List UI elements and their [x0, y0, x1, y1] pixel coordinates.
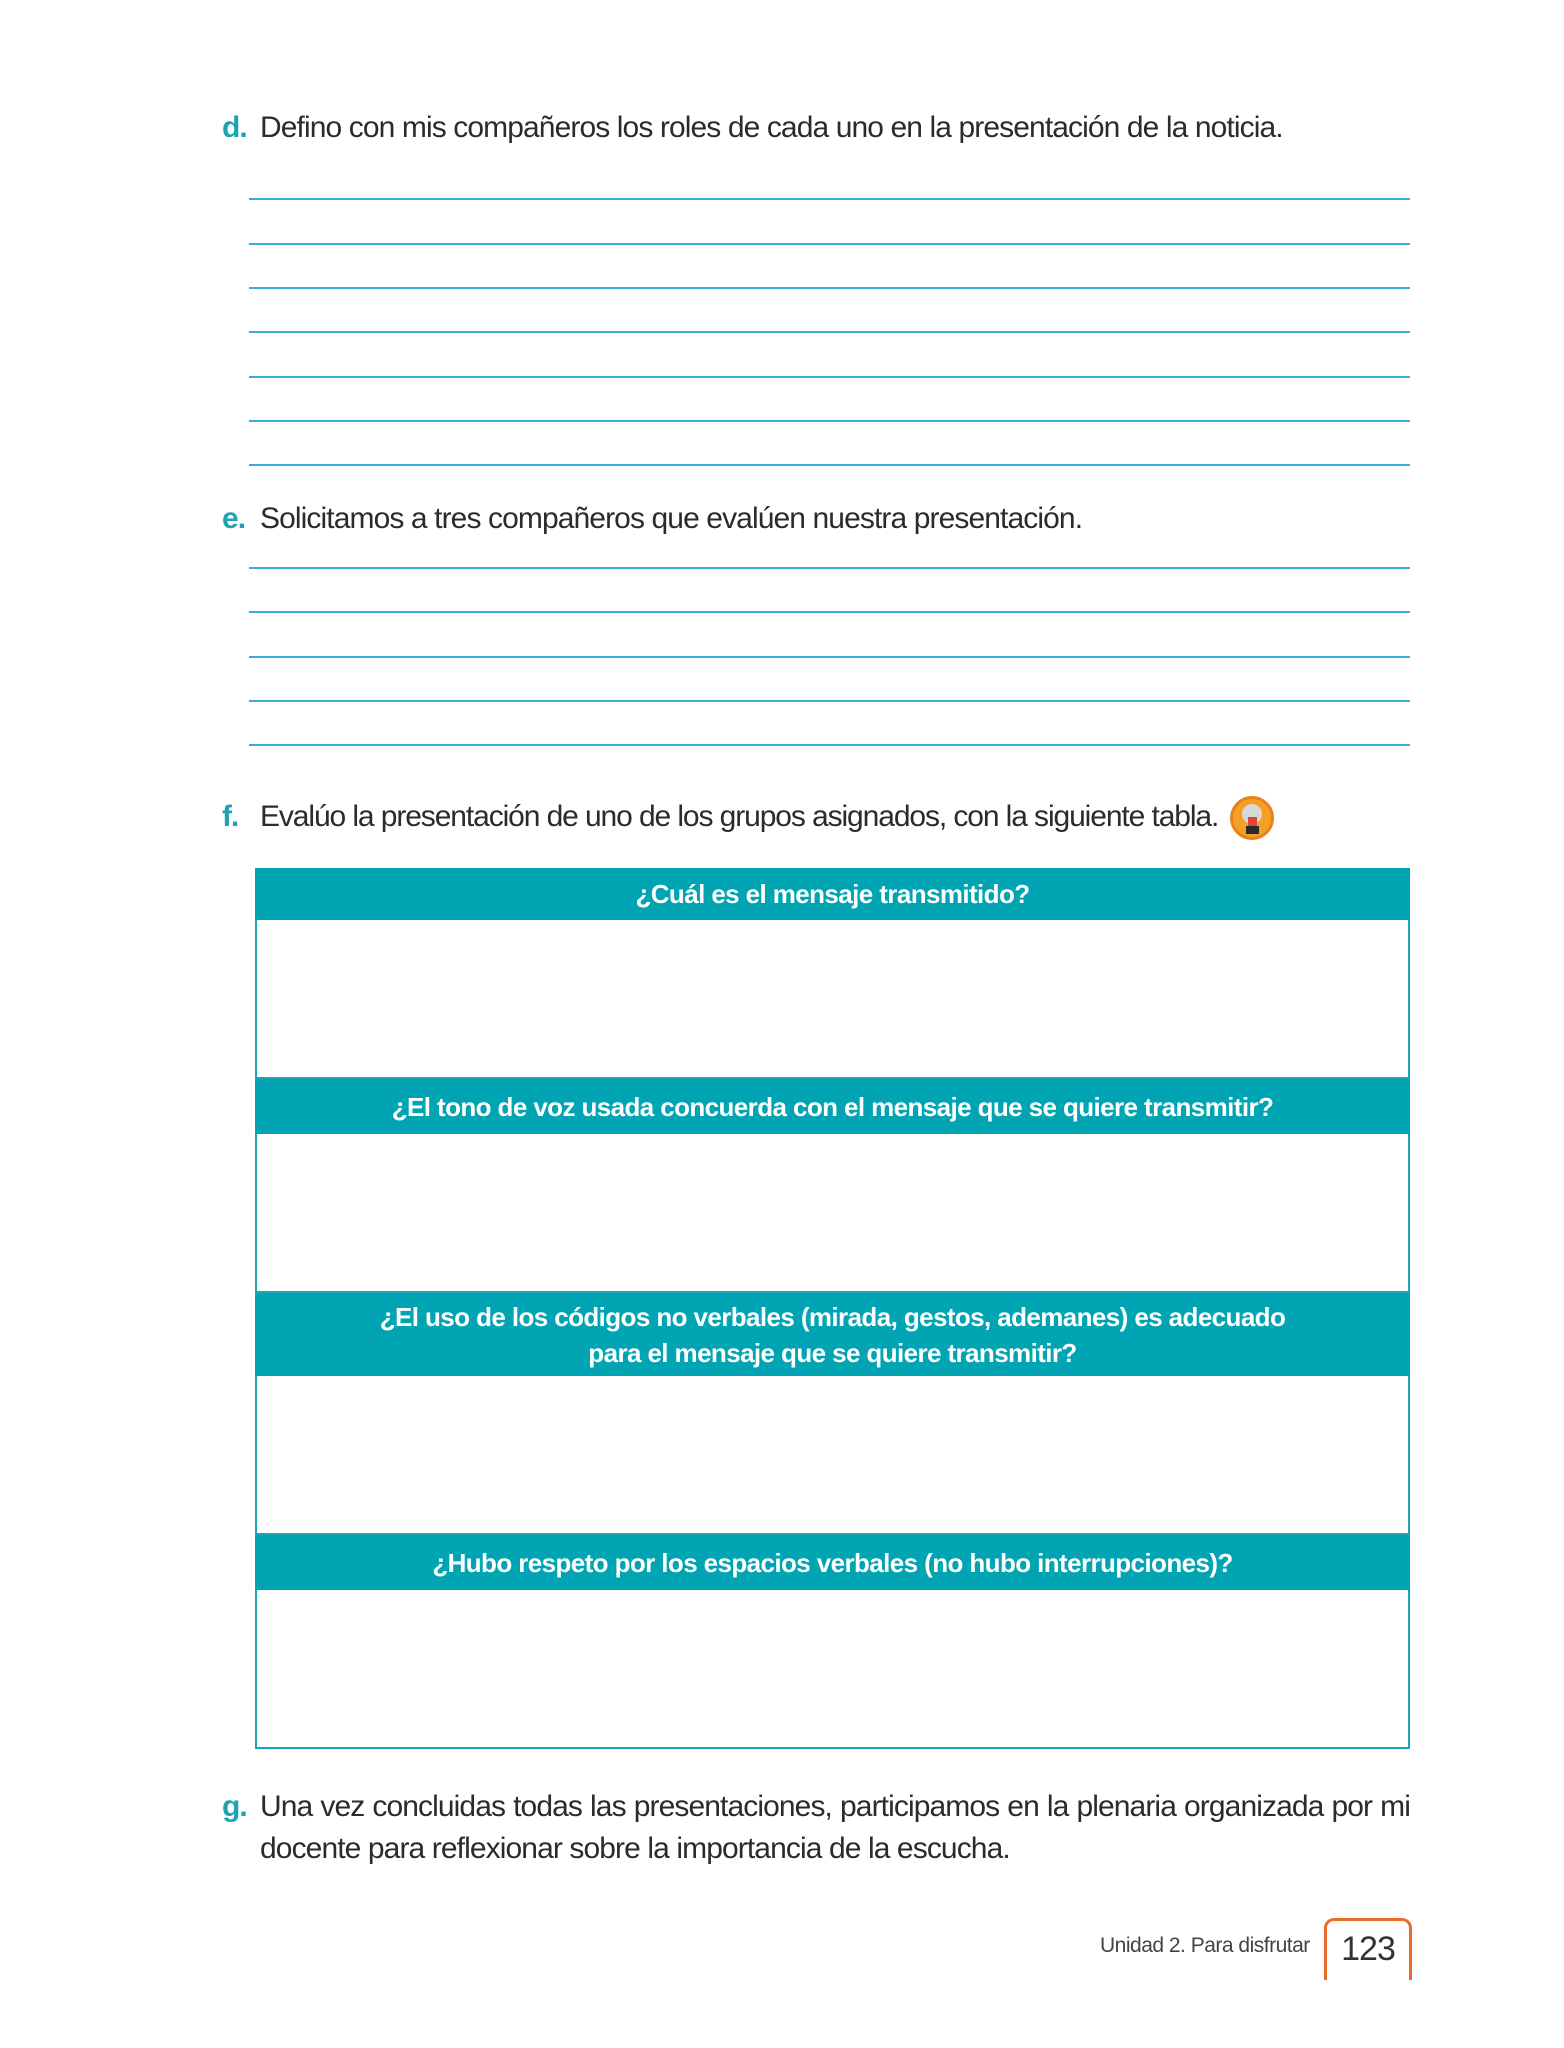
item-d	[222, 107, 1283, 149]
writing-line[interactable]	[249, 243, 1410, 245]
page-number: 123	[1324, 1918, 1412, 1980]
item-f	[222, 796, 1274, 840]
table-header: ¿Cuál es el mensaje transmitido?	[255, 868, 1410, 920]
writing-line[interactable]	[249, 287, 1410, 289]
writing-line[interactable]	[249, 656, 1410, 658]
footer-unit: Unidad 2. Para disfrutar	[1100, 1934, 1310, 1957]
answer-box[interactable]	[255, 920, 1410, 1079]
answer-box[interactable]	[255, 1376, 1410, 1535]
item-text: Solicitamos a tres compañeros que evalúen nuestra presentación.	[260, 502, 1083, 535]
table-header: ¿El uso de los códigos no verbales (mirada, gestos, ademanes) es adecuado para el mensaje que se quiere transmitir?	[255, 1293, 1410, 1376]
item-label: g.	[222, 1790, 247, 1823]
writing-line[interactable]	[249, 198, 1410, 200]
lightbulb-icon	[1230, 796, 1274, 840]
writing-line[interactable]	[249, 700, 1410, 702]
table-header: ¿Hubo respeto por los espacios verbales (no hubo interrupciones)?	[255, 1535, 1410, 1590]
writing-line[interactable]	[249, 464, 1410, 466]
answer-box[interactable]	[255, 1590, 1410, 1749]
writing-line[interactable]	[249, 376, 1410, 378]
item-label: f.	[222, 800, 239, 833]
table-header: ¿El tono de voz usada concuerda con el mensaje que se quiere transmitir?	[255, 1079, 1410, 1134]
evaluation-table	[255, 868, 1410, 1749]
writing-line[interactable]	[249, 331, 1410, 333]
item-label: e.	[222, 502, 246, 535]
writing-line[interactable]	[249, 567, 1410, 569]
writing-line[interactable]	[249, 420, 1410, 422]
item-text: Una vez concluidas todas las presentaciones, participamos en la plenaria organizada por mi docente para reflexionar sobre la importancia de la escucha.	[260, 1790, 1410, 1865]
item-label: d.	[222, 111, 247, 144]
answer-box[interactable]	[255, 1134, 1410, 1293]
writing-line[interactable]	[249, 744, 1410, 746]
item-text: Evalúo la presentación de uno de los grupos asignados, con la siguiente tabla.	[260, 800, 1219, 833]
item-e	[222, 498, 1082, 540]
item-g	[222, 1786, 1410, 1870]
item-text: Defino con mis compañeros los roles de cada uno en la presentación de la noticia.	[260, 111, 1283, 144]
writing-line[interactable]	[249, 611, 1410, 613]
